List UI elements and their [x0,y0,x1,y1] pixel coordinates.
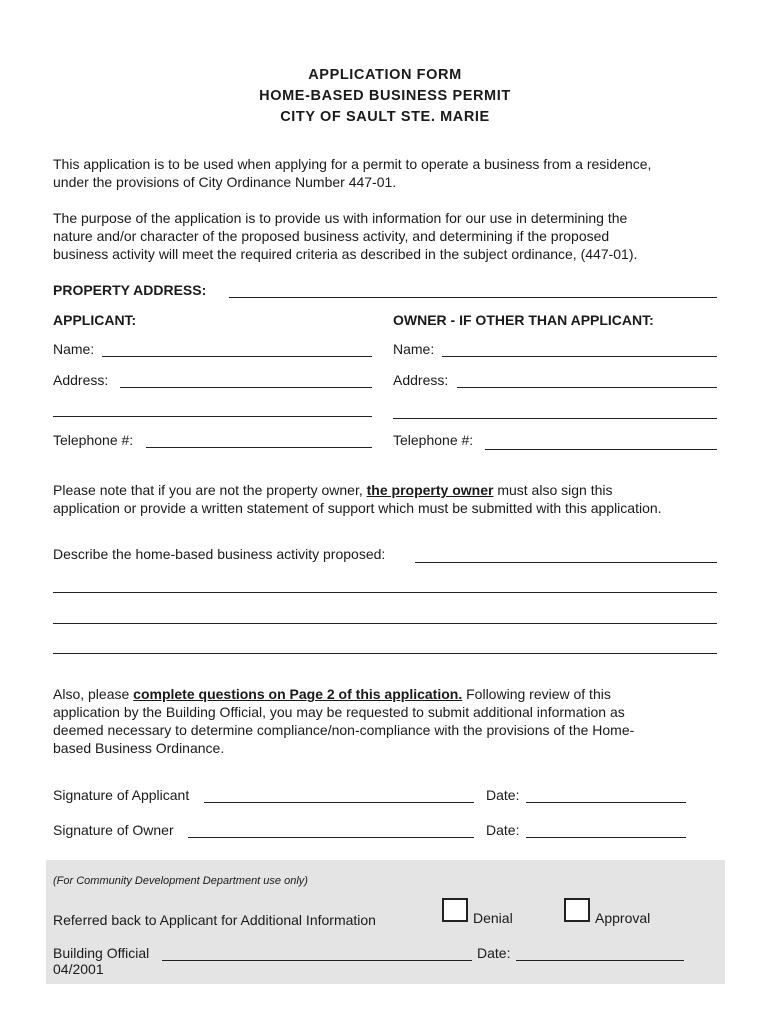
property-address-label: PROPERTY ADDRESS: [53,282,207,298]
owner-name-field[interactable] [442,356,717,357]
property-address-field[interactable] [229,297,717,298]
official-date-field[interactable] [516,960,684,961]
owner-signature-label: Signature of Owner [53,822,174,838]
office-use-note: (For Community Development Department use only) [53,875,308,887]
referred-back-label: Referred back to Applicant for Additional Information [53,912,376,928]
applicant-signature-label: Signature of Applicant [53,787,190,803]
describe-activity-line-3[interactable] [53,623,717,624]
official-date-label: Date: [477,945,511,961]
intro-paragraph-2: The purpose of the application is to provide us with information for our use in determining the nature and/or character of the proposed business activity, and determining if the proposed business activity will meet the required criteria as described in the subject ordinance, (447-01). [53,210,638,262]
building-official-field[interactable] [162,960,472,961]
revision-date: 04/2001 [53,961,104,977]
building-official-label: Building Official [53,945,150,961]
describe-activity-field[interactable] [415,562,717,563]
applicant-name-field[interactable] [102,356,372,357]
applicant-date-field[interactable] [526,802,686,803]
property-owner-note: Please note that if you are not the property owner, the property owner must also sign this application or provide a written statement of support which must be submitted with this application. [53,482,662,516]
owner-telephone-label: Telephone #: [393,432,474,448]
owner-telephone-field[interactable] [485,449,717,450]
applicant-date-label: Date: [486,787,520,803]
form-subtitle: HOME-BASED BUSINESS PERMIT [259,88,511,104]
form-title: APPLICATION FORM [308,67,462,83]
applicant-telephone-label: Telephone #: [53,432,134,448]
page-two-paragraph: Also, please complete questions on Page 2 of this application. Following review of this application by the Building Official, you may be requested to submit additional information as deemed necessary to determine compliance/non-compliance with the provisions of the Home- based Business Ordinance. [53,686,635,756]
intro-paragraph-1: This application is to be used when applying for a permit to operate a business from a residence, under the provisions of City Ordinance Number 447-01. [53,156,652,190]
applicant-telephone-field[interactable] [146,447,372,448]
property-owner-emphasis: the property owner [366,482,494,498]
applicant-signature-field[interactable] [204,802,474,803]
applicant-name-label: Name: [53,341,95,357]
denial-checkbox[interactable] [442,898,468,922]
describe-activity-label: Describe the home-based business activity proposed: [53,546,386,562]
owner-address-label: Address: [393,372,449,388]
owner-name-label: Name: [393,341,435,357]
denial-label: Denial [473,910,513,926]
applicant-address-field-2[interactable] [53,416,372,417]
owner-date-label: Date: [486,822,520,838]
page-two-emphasis: complete questions on Page 2 of this application. [133,686,463,702]
approval-checkbox[interactable] [564,898,590,922]
approval-label: Approval [595,910,651,926]
applicant-address-field[interactable] [120,387,372,388]
owner-heading: OWNER - IF OTHER THAN APPLICANT: [393,312,654,328]
owner-signature-field[interactable] [188,837,474,838]
applicant-heading: APPLICANT: [53,312,137,328]
owner-address-field[interactable] [457,387,717,388]
describe-activity-line-4[interactable] [53,653,717,654]
applicant-address-label: Address: [53,372,109,388]
form-city: CITY OF SAULT STE. MARIE [280,109,490,125]
describe-activity-line-2[interactable] [53,592,717,593]
owner-date-field[interactable] [526,837,686,838]
owner-address-field-2[interactable] [393,418,717,419]
